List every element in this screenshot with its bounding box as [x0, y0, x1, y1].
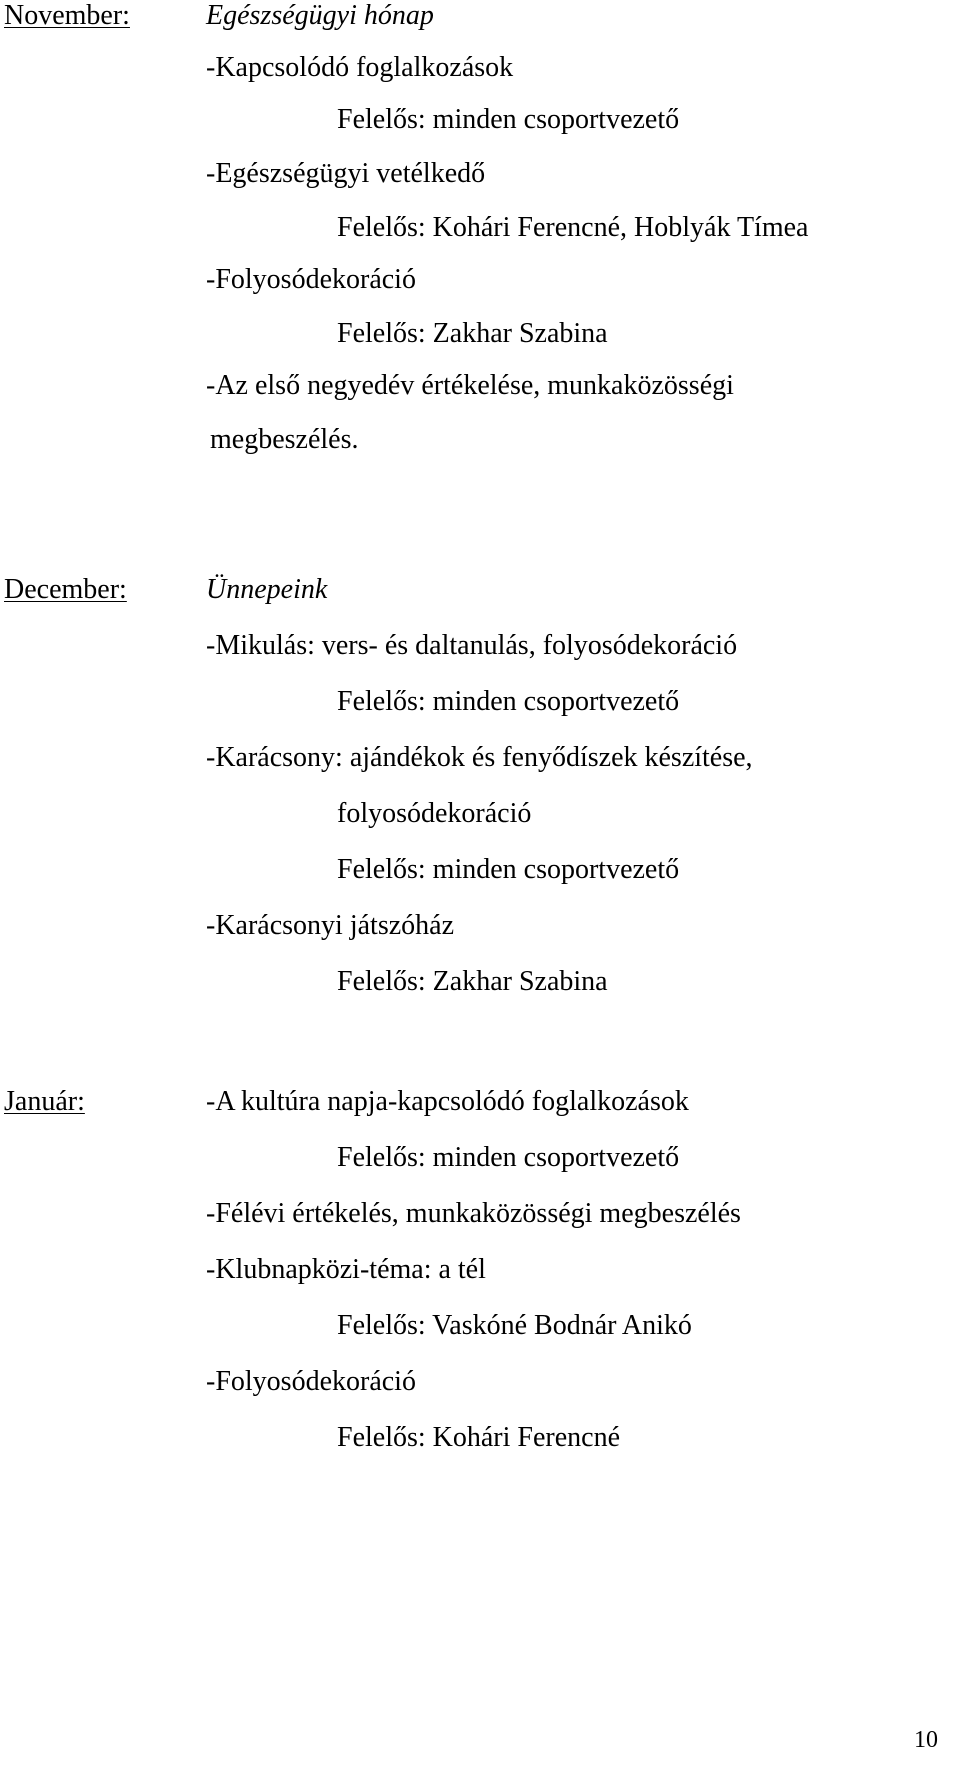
section-title-november: Egészségügyi hónap	[206, 0, 434, 31]
list-item: -Az első negyedév értékelése, munkaközösségi	[206, 370, 734, 401]
page-number: 10	[914, 1727, 938, 1753]
list-item: -Mikulás: vers- és daltanulás, folyosódekoráció	[206, 630, 738, 661]
list-item: -A kultúra napja-kapcsolódó foglalkozások	[206, 1086, 689, 1117]
month-label-november: November:	[4, 0, 130, 31]
list-item-continuation: megbeszélés.	[210, 424, 359, 455]
responsible-line: Felelős: minden csoportvezető	[337, 854, 680, 885]
list-item-continuation: folyosódekoráció	[337, 798, 532, 829]
responsible-line: Felelős: Vaskóné Bodnár Anikó	[337, 1310, 692, 1341]
list-item: -Egészségügyi vetélkedő	[206, 158, 486, 189]
responsible-line: Felelős: Kohári Ferencné, Hoblyák Tímea	[337, 212, 809, 243]
responsible-line: Felelős: minden csoportvezető	[337, 1142, 680, 1173]
list-item: -Kapcsolódó foglalkozások	[206, 52, 514, 83]
month-label-december: December:	[4, 574, 127, 605]
responsible-line: Felelős: minden csoportvezető	[337, 104, 680, 135]
list-item: -Folyosódekoráció	[206, 264, 416, 295]
month-label-januar: Január:	[4, 1086, 85, 1117]
section-title-december: Ünnepeink	[206, 574, 328, 605]
responsible-line: Felelős: minden csoportvezető	[337, 686, 680, 717]
list-item: -Félévi értékelés, munkaközösségi megbeszélés	[206, 1198, 741, 1229]
list-item: -Karácsony: ajándékok és fenyődíszek készítése,	[206, 742, 753, 773]
list-item: -Klubnapközi-téma: a tél	[206, 1254, 486, 1285]
list-item: -Folyosódekoráció	[206, 1366, 416, 1397]
responsible-line: Felelős: Kohári Ferencné	[337, 1422, 621, 1453]
list-item: -Karácsonyi játszóház	[206, 910, 454, 941]
responsible-line: Felelős: Zakhar Szabina	[337, 966, 608, 997]
responsible-line: Felelős: Zakhar Szabina	[337, 318, 608, 349]
